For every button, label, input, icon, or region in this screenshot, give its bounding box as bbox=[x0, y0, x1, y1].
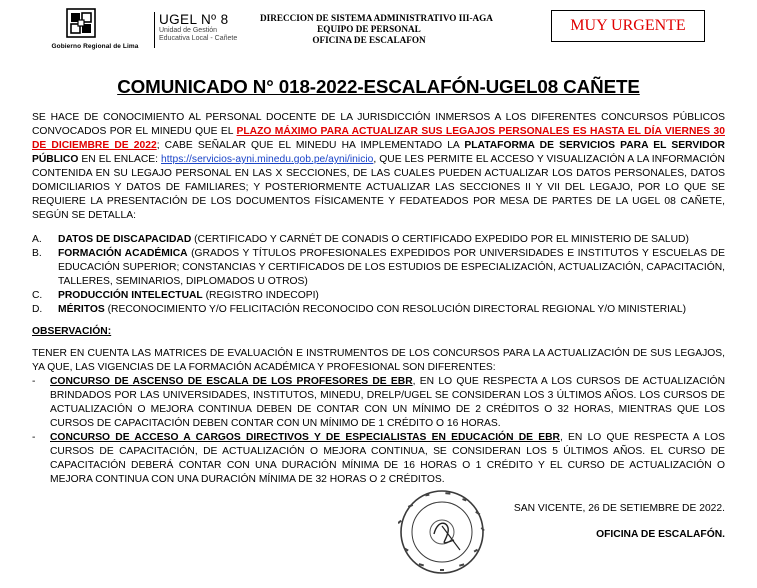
list-marker: A. bbox=[32, 234, 42, 245]
list-item-text: (GRADOS Y TÍTULOS PROFESIONALES EXPEDIDOS POR UNIVERSIDADES E INSTITUTOS Y ESCUELAS DE EDUCACIÓN SUPERIOR; CONSTANCIAS Y CERTIFICADOS DE LOS ESTUDIOS DE ESPECIALIZACIÓN, ACTUALIZACIÓN, CAPACITACIÓN, TALLERES, SEMINARIOS, DIPLOMADOS U OTROS) bbox=[58, 248, 725, 287]
office-line-3: OFICINA DE ESCALAFON bbox=[312, 35, 426, 45]
intro-text-4: , QUE LES PERMITE EL ACCESO Y VISUALIZACIÓN A LA INFORMACIÓN CONTENIDA EN SU LEGAJO PERSONAL EN LAS X SECCIONES, DE LAS CUALES PUEDEN ACTUALIZAR LOS DATOS PERSONALES, DATOS DOMICILIARIOS Y DATOS DE FAMILIARES; Y POSTERIORMENTE ACTUALIZAR LAS SECCIONES II Y VII DEL LEGAJO, POR LO QUE SE REQUIERE LA PRESENTACIÓN DE LOS DOCUMENTOS FÍSICAMENTE Y FEDATEADOS POR MESA DE PARTES DE LA UGEL 08 CAÑETE, SEGÚN SE DETALLA: bbox=[32, 154, 725, 221]
ugel-subtitle-1: Unidad de Gestión bbox=[159, 27, 217, 34]
observation-points bbox=[32, 375, 725, 487]
regional-emblem-icon bbox=[66, 8, 96, 38]
list-marker: - bbox=[32, 432, 36, 443]
requirements-list bbox=[32, 233, 725, 317]
office-line-2: EQUIPO DE PERSONAL bbox=[317, 24, 421, 34]
office-heading bbox=[260, 13, 493, 46]
list-marker: C. bbox=[32, 290, 43, 301]
point-heading: CONCURSO DE ACCESO A CARGOS DIRECTIVOS Y DE ESPECIALISTAS EN EDUCACIÓN DE EBR bbox=[50, 432, 560, 443]
list-item bbox=[32, 247, 725, 289]
official-stamp-icon bbox=[398, 488, 486, 576]
ugel-subtitle-2: Educativa Local - Cañete bbox=[159, 35, 238, 42]
list-item bbox=[32, 289, 725, 303]
list-item bbox=[32, 303, 725, 317]
list-item-heading: FORMACIÓN ACADÉMICA bbox=[58, 248, 188, 259]
list-marker: D. bbox=[32, 304, 43, 315]
deadline-highlight: PLAZO MÁXIMO PARA ACTUALIZAR SUS LEGAJOS PERSONALES ES HASTA EL DÍA VIERNES 30 DE DICIEMBRE DE 2022 bbox=[32, 126, 725, 151]
intro-text-3: EN EL ENLACE: bbox=[78, 154, 162, 165]
ayni-link[interactable]: https://servicios-ayni.minedu.gob.pe/ayni/inicio bbox=[161, 154, 374, 165]
ugel-logo bbox=[154, 12, 237, 48]
place-date: SAN VICENTE, 26 DE SETIEMBRE DE 2022. bbox=[513, 503, 725, 514]
gobierno-regional-label: Gobierno Regional de Lima bbox=[51, 43, 139, 50]
list-item bbox=[32, 375, 725, 431]
list-item bbox=[32, 431, 725, 487]
list-item-heading: DATOS DE DISCAPACIDAD bbox=[58, 234, 192, 245]
point-text: , EN LO QUE RESPECTA A LOS CURSOS DE CAPACITACIÓN, DE ACTUALIZACIÓN O MEJORA CONTINUA, SE CONSIDERAN LOS 5 ÚLTIMOS AÑOS. EL CURSO DE CAPACITACIÓN DEBERÁ CONTAR CON UNA DURACIÓN MÍNIMA DE 16 HORAS O 1 CRÉDITO Y EL CURSO DE ACTUALIZACIÓN O MEJORA CONTINUA CON UNA DURACIÓN MÍNIMA DE 32 HORAS O 2 CRÉDITOS. bbox=[50, 432, 725, 485]
point-text: , EN LO QUE RESPECTA A LOS CURSOS DE ACTUALIZACIÓN BRINDADOS POR LAS UNIVERSIDADES, INSTITUTOS, MINEDU, DRELP/UGEL SE CONSIDERAN LOS 3 ÚLTIMOS AÑOS. LOS CURSOS DE ACTUALIZACIÓN O MEJORA CONTINUA DEBEN DE CONTAR CON UN MÍNIMO DE 2 CRÉDITOS O 32 HORAS, MIENTRAS QUE LOS CURSOS DE CAPACITACIÓN DEBEN CONTAR CON UN MÍNIMO DE 1 CRÉDITO O 16 HORAS. bbox=[50, 376, 725, 429]
list-marker: B. bbox=[32, 248, 42, 259]
list-item-text: (REGISTRO INDECOPI) bbox=[202, 290, 319, 301]
platform-name: PLATAFORMA DE SERVICIOS PARA EL SERVIDOR PÚBLICO bbox=[32, 140, 725, 165]
observation-paragraph: TENER EN CUENTA LAS MATRICES DE EVALUACIÓN E INSTRUMENTOS DE LOS CONCURSOS PARA LA ACTUALIZACIÓN DE SUS LEGAJOS, YA QUE, LAS VIGENCIAS DE LA FORMACIÓN ACADÉMICA Y PROFESIONAL SON DIFERENTES: bbox=[32, 348, 725, 373]
point-heading: CONCURSO DE ASCENSO DE ESCALA DE LOS PROFESORES DE EBR bbox=[50, 376, 413, 387]
intro-text-2: ; CABE SEÑALAR QUE EL MINEDU HA IMPLEMENTADO LA bbox=[156, 140, 465, 151]
list-item-heading: PRODUCCIÓN INTELECTUAL bbox=[58, 290, 203, 301]
gobierno-regional-logo bbox=[36, 8, 154, 54]
list-item-text: (RECONOCIMIENTO Y/O FELICITACIÓN RECONOCIDO CON RESOLUCIÓN DIRECTORAL REGIONAL Y/O MINISTERIAL) bbox=[104, 304, 687, 315]
signature-office: OFICINA DE ESCALAFÓN. bbox=[596, 529, 725, 540]
observation-heading: OBSERVACIÓN: bbox=[32, 326, 112, 337]
list-marker: - bbox=[32, 376, 36, 387]
ugel-title: UGEL Nº 8 bbox=[159, 12, 229, 27]
urgent-badge: MUY URGENTE bbox=[551, 10, 705, 42]
intro-text-1: SE HACE DE CONOCIMIENTO AL PERSONAL DOCENTE DE LA JURISDICCIÓN INMERSOS A LOS DIFERENTES CONCURSOS PÚBLICOS CONVOCADOS POR EL MINEDU QUE EL bbox=[32, 112, 725, 137]
office-line-1: DIRECCION DE SISTEMA ADMINISTRATIVO III-AGA bbox=[260, 13, 493, 23]
list-item-text: (CERTIFICADO Y CARNÉT DE CONADIS O CERTIFICADO EXPEDIDO POR EL MINISTERIO DE SALUD) bbox=[191, 234, 689, 245]
intro-paragraph bbox=[32, 111, 725, 223]
list-item-heading: MÉRITOS bbox=[58, 304, 105, 315]
list-item bbox=[32, 233, 725, 247]
communique-title: COMUNICADO N° 018-2022-ESCALAFÓN-UGEL08 CAÑETE bbox=[117, 76, 640, 97]
